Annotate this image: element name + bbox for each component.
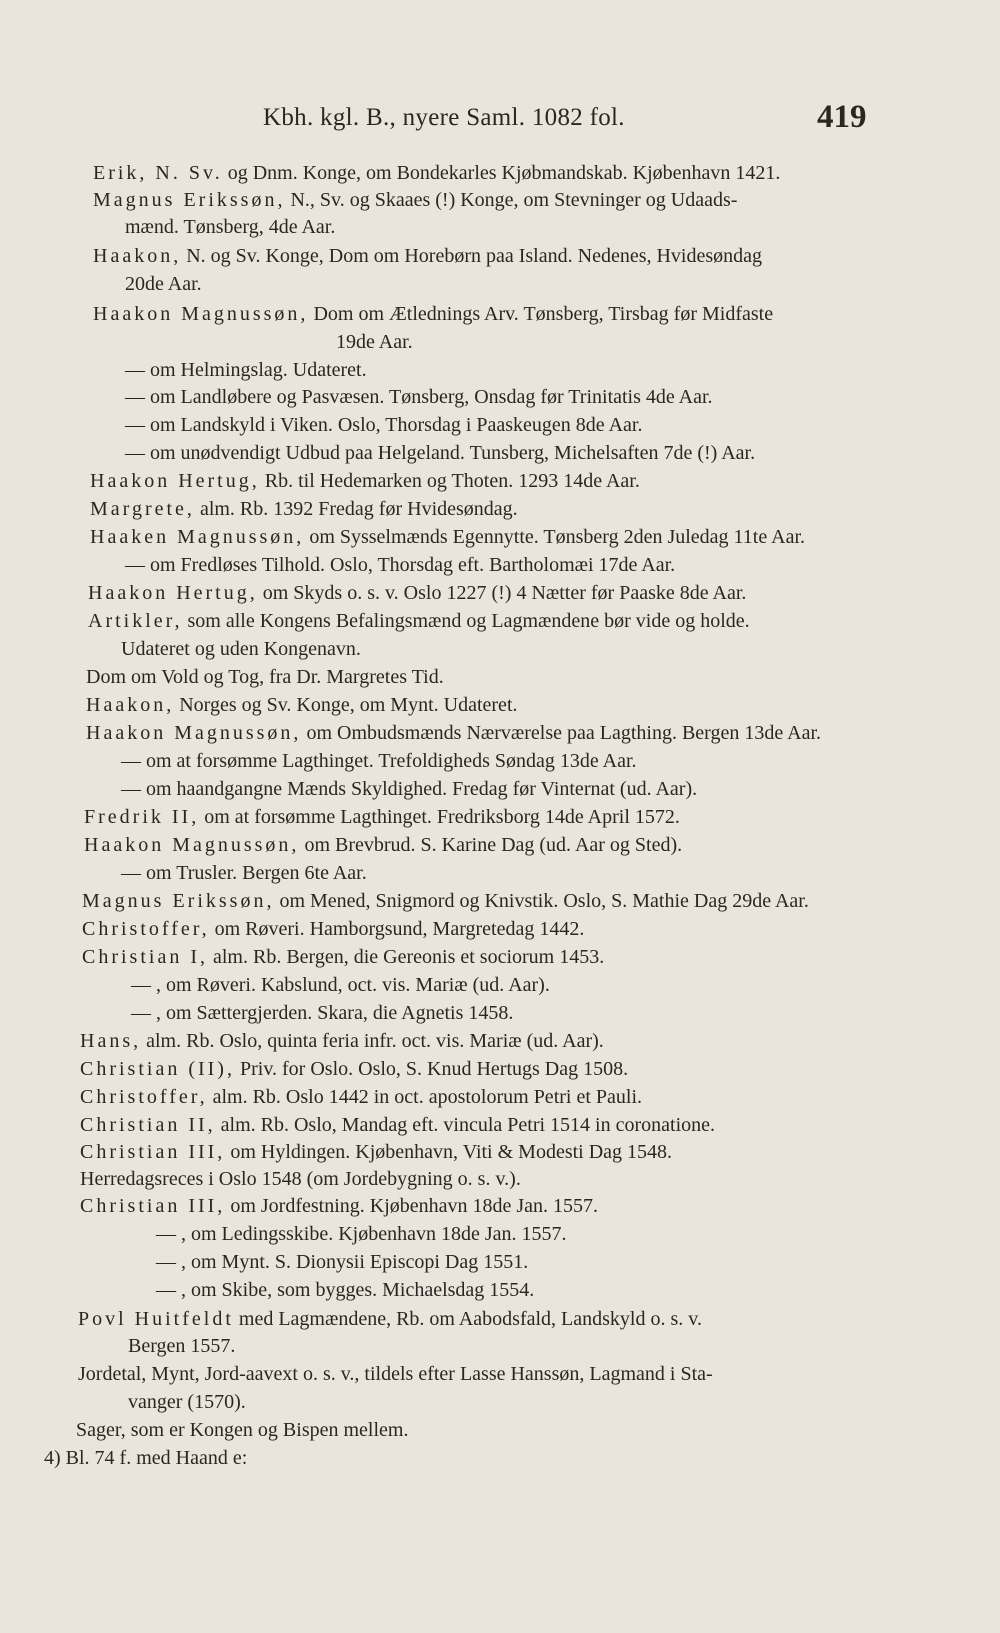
entry-line <box>156 1224 567 1244</box>
entry-text: om Røveri. Hamborgsund, Margretedag 1442. <box>209 918 585 940</box>
entry-continuation <box>125 274 202 294</box>
entry-line <box>78 1364 713 1384</box>
entry-name: Povl Huitfeldt <box>78 1308 234 1330</box>
entry-text: — om Landløbere og Pasvæsen. Tønsberg, Onsdag før Trinitatis 4de Aar. <box>125 386 713 408</box>
entry-text: som alle Kongens Befalingsmænd og Lagmændene bør vide og holde. <box>182 610 750 632</box>
entry-name: Christian I, <box>82 946 208 968</box>
entry-text: — , om Mynt. S. Dionysii Episcopi Dag 1551. <box>156 1251 529 1273</box>
entry-name: Magnus Erikssøn, <box>93 189 286 211</box>
entry-text: — , om Sættergjerden. Skara, die Agnetis 1458. <box>131 1002 514 1024</box>
entry-text: Norges og Sv. Konge, om Mynt. Udateret. <box>174 694 518 716</box>
entry-text: — om haandgangne Mænds Skyldighed. Fredag før Vinternat (ud. Aar). <box>121 778 698 800</box>
entry-text: — om Fredløses Tilhold. Oslo, Thorsdag eft. Bartholomæi 17de Aar. <box>125 554 676 576</box>
entry-line <box>82 947 604 967</box>
entry-text: — , om Skibe, som bygges. Michaelsdag 1554. <box>156 1279 535 1301</box>
entry-line <box>86 667 444 687</box>
entry-text: — om Helmingslag. Udateret. <box>125 359 367 381</box>
entry-text: og Dnm. Konge, om Bondekarles Kjøbmandskab. Kjøbenhavn 1421. <box>222 162 781 184</box>
entry-name: Haakon Hertug, <box>90 470 260 492</box>
entry-line <box>121 779 697 799</box>
entry-name: Christoffer, <box>82 918 210 940</box>
footnote-line <box>44 1448 247 1468</box>
entry-text: 19de Aar. <box>336 331 413 353</box>
entry-text: — om at forsømme Lagthinget. Trefoldigheds Søndag 13de Aar. <box>121 750 637 772</box>
entry-name: Hans, <box>80 1030 142 1052</box>
entry-text: om Sysselmænds Egennytte. Tønsberg 2den Juledag 11te Aar. <box>304 526 806 548</box>
entry-text: N., Sv. og Skaaes (!) Konge, om Stevninger og Udaads- <box>285 189 738 211</box>
entry-line <box>121 863 367 883</box>
entry-text: N. og Sv. Konge, Dom om Horebørn paa Island. Nedenes, Hvidesøndag <box>181 245 763 267</box>
entry-text: om Skyds o. s. v. Oslo 1227 (!) 4 Nætter før Paaske 8de Aar. <box>257 582 747 604</box>
entry-line <box>80 1196 598 1216</box>
entry-line <box>156 1280 534 1300</box>
entry-line <box>82 919 584 939</box>
entry-line <box>80 1031 604 1051</box>
entry-continuation <box>125 217 335 237</box>
entry-name: Christian III, <box>80 1195 226 1217</box>
entry-line <box>90 527 805 547</box>
entry-text: Bergen 1557. <box>128 1335 236 1357</box>
entry-text: mænd. Tønsberg, 4de Aar. <box>125 216 336 238</box>
entry-text: 4) Bl. 74 f. med Haand e: <box>44 1447 248 1469</box>
entry-name: Christoffer, <box>80 1086 208 1108</box>
entry-text: Udateret og uden Kongenavn. <box>121 638 361 660</box>
entry-text: 20de Aar. <box>125 273 202 295</box>
entry-text: — , om Røveri. Kabslund, oct. vis. Mariæ (ud. Aar). <box>131 974 550 996</box>
entry-continuation <box>121 639 361 659</box>
entry-line <box>80 1115 715 1135</box>
entry-line <box>88 583 746 603</box>
entry-continuation <box>336 332 413 352</box>
entry-line <box>84 807 680 827</box>
entry-text: — om unødvendigt Udbud paa Helgeland. Tunsberg, Michelsaften 7de (!) Aar. <box>125 442 756 464</box>
entry-text: vanger (1570). <box>128 1391 246 1413</box>
entry-line <box>82 891 809 911</box>
entry-line <box>90 471 640 491</box>
entry-text: Jordetal, Mynt, Jord-aavext o. s. v., tildels efter Lasse Hanssøn, Lagmand i Sta- <box>78 1363 713 1385</box>
entry-text: alm. Rb. Oslo, Mandag eft. vincula Petri 1514 in coronatione. <box>215 1114 716 1136</box>
entry-line <box>125 387 713 407</box>
page-number: 419 <box>817 99 867 135</box>
entry-line <box>80 1169 521 1189</box>
entry-text: alm. Rb. Bergen, die Gereonis et sociorum 1453. <box>208 946 605 968</box>
entry-text: med Lagmændene, Rb. om Aabodsfald, Landskyld o. s. v. <box>233 1308 702 1330</box>
entry-text: Dom om Ætlednings Arv. Tønsberg, Tirsbag før Midfaste <box>308 303 774 325</box>
entry-text: om Hyldingen. Kjøbenhavn, Viti & Modesti Dag 1548. <box>225 1141 673 1163</box>
entry-line <box>93 190 737 210</box>
entry-line <box>78 1309 702 1329</box>
entry-continuation <box>128 1336 235 1356</box>
entry-line <box>86 723 821 743</box>
entry-name: Christian (II), <box>80 1058 235 1080</box>
entry-line <box>80 1142 672 1162</box>
entry-line <box>125 360 367 380</box>
entry-text: Priv. for Oslo. Oslo, S. Knud Hertugs Dag 1508. <box>234 1058 629 1080</box>
entry-name: Haakon, <box>86 694 175 716</box>
entry-text: om Jordfestning. Kjøbenhavn 18de Jan. 1557. <box>225 1195 599 1217</box>
entry-name: Fredrik II, <box>84 806 200 828</box>
entry-text: Dom om Vold og Tog, fra Dr. Margretes Tid. <box>86 666 444 688</box>
entry-line <box>93 163 780 183</box>
entry-text: — om Trusler. Bergen 6te Aar. <box>121 862 367 884</box>
entry-text: alm. Rb. Oslo 1442 in oct. apostolorum Petri et Pauli. <box>207 1086 643 1108</box>
entry-line <box>84 835 682 855</box>
entry-text: om Ombudsmænds Nærværelse paa Lagthing. Bergen 13de Aar. <box>301 722 821 744</box>
entry-name: Haakon Hertug, <box>88 582 258 604</box>
entry-continuation <box>128 1392 246 1412</box>
entry-line <box>80 1087 642 1107</box>
entry-line <box>93 304 773 324</box>
entry-name: Haakon Magnussøn, <box>93 303 309 325</box>
entry-line <box>131 1003 513 1023</box>
entry-text: om Mened, Snigmord og Knivstik. Oslo, S. Mathie Dag 29de Aar. <box>274 890 809 912</box>
entry-line <box>88 611 750 631</box>
entry-line <box>76 1420 408 1440</box>
entry-text: Rb. til Hedemarken og Thoten. 1293 14de Aar. <box>259 470 640 492</box>
entry-name: Haaken Magnussøn, <box>90 526 305 548</box>
entry-text: — om Landskyld i Viken. Oslo, Thorsdag i Paaskeugen 8de Aar. <box>125 414 643 436</box>
entry-line <box>93 246 762 266</box>
entry-text: om Brevbrud. S. Karine Dag (ud. Aar og Sted). <box>299 834 683 856</box>
entry-text: alm. Rb. Oslo, quinta feria infr. oct. vis. Mariæ (ud. Aar). <box>141 1030 604 1052</box>
entry-line <box>86 695 518 715</box>
entry-line <box>80 1059 628 1079</box>
running-header: Kbh. kgl. B., nyere Saml. 1082 fol. <box>263 104 625 131</box>
entry-line <box>131 975 550 995</box>
entry-text: om at forsømme Lagthinget. Fredriksborg 14de April 1572. <box>199 806 680 828</box>
entry-name: Magnus Erikssøn, <box>82 890 275 912</box>
entry-text: Herredagsreces i Oslo 1548 (om Jordebygning o. s. v.). <box>80 1168 521 1190</box>
entry-line <box>156 1252 528 1272</box>
entry-line <box>125 555 675 575</box>
entry-name: Haakon Magnussøn, <box>84 834 300 856</box>
entry-line <box>125 415 642 435</box>
entry-line <box>125 443 755 463</box>
entry-name: Artikler, <box>88 610 183 632</box>
entry-line <box>121 751 637 771</box>
entry-name: Haakon Magnussøn, <box>86 722 302 744</box>
entry-name: Margrete, <box>90 498 195 520</box>
entry-text: alm. Rb. 1392 Fredag før Hvidesøndag. <box>194 498 518 520</box>
entry-name: Christian III, <box>80 1141 226 1163</box>
entry-text: Sager, som er Kongen og Bispen mellem. <box>76 1419 409 1441</box>
entry-name: Haakon, <box>93 245 182 267</box>
entry-text: — , om Ledingsskibe. Kjøbenhavn 18de Jan. 1557. <box>156 1223 567 1245</box>
entry-line <box>90 499 518 519</box>
entry-name: Christian II, <box>80 1114 216 1136</box>
entry-name: Erik, N. Sv. <box>93 162 223 184</box>
